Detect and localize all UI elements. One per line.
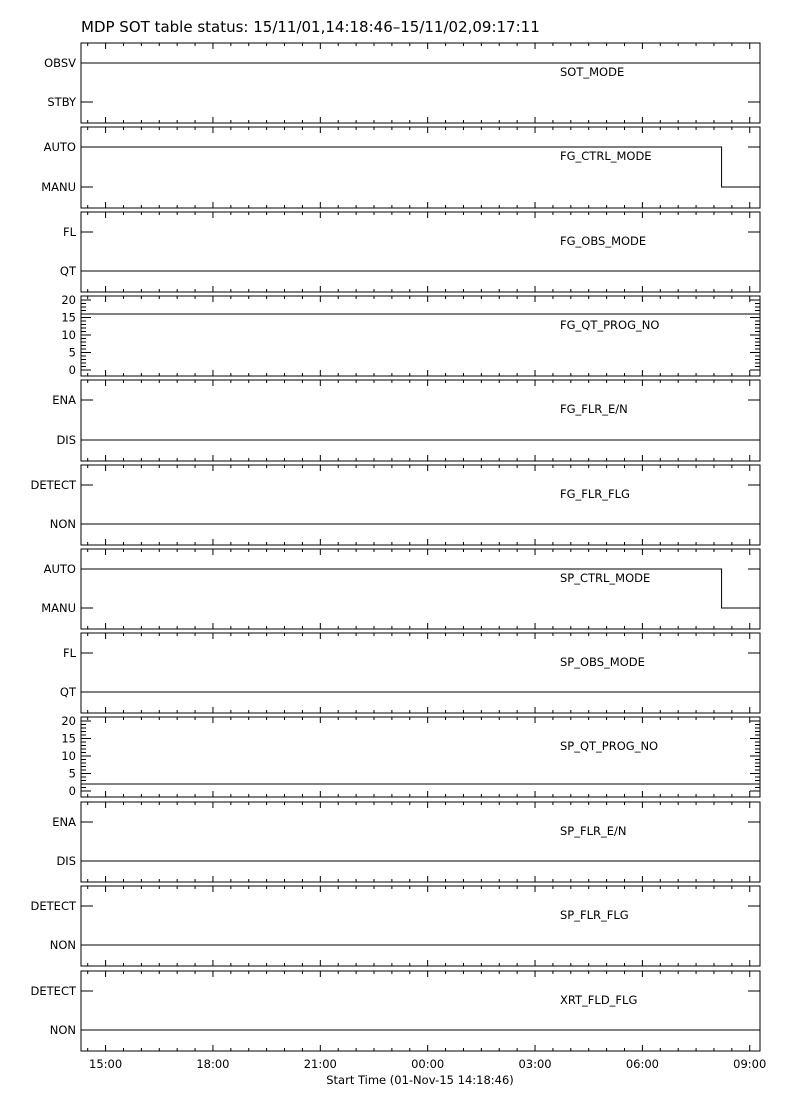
panel-label: XRT_FLD_FLG <box>560 993 638 1007</box>
y-tick-label: DETECT <box>30 984 76 998</box>
series-line <box>81 147 760 187</box>
panel-frame <box>81 296 760 376</box>
y-tick-label: ENA <box>52 815 76 829</box>
y-tick-label: 20 <box>61 293 76 307</box>
y-tick-label: AUTO <box>43 140 76 154</box>
y-tick-label: NON <box>49 1023 76 1037</box>
panel-frame <box>81 802 760 882</box>
chart-title: MDP SOT table status: 15/11/01,14:18:46–15/11/02,09:17:11 <box>81 18 540 36</box>
y-tick-label: 5 <box>68 766 76 781</box>
panel-label: SP_FLR_E/N <box>560 824 627 838</box>
panel-sp-flr-e-n <box>52 802 760 882</box>
y-tick-label: 0 <box>68 363 76 377</box>
panel-fg-flr-e-n <box>52 380 760 461</box>
panel-fg-obs-mode <box>60 212 760 292</box>
panel-label: FG_OBS_MODE <box>560 234 647 248</box>
y-tick-label: 15 <box>61 310 76 325</box>
y-tick-label: STBY <box>47 95 76 109</box>
panel-fg-qt-prog-no <box>61 293 760 377</box>
panel-label: SOT_MODE <box>560 65 625 79</box>
panel-sp-obs-mode <box>60 633 760 713</box>
y-tick-label: FL <box>62 646 76 660</box>
panel-frame <box>81 465 760 545</box>
panel-label: SP_OBS_MODE <box>560 655 645 669</box>
y-tick-label: MANU <box>41 180 76 194</box>
panels <box>31 43 760 1051</box>
y-tick-label: DIS <box>56 854 76 868</box>
panel-frame <box>81 212 760 292</box>
panel-label: FG_FLR_E/N <box>560 402 628 416</box>
panel-label: FG_FLR_FLG <box>560 487 630 501</box>
x-tick-label: 18:00 <box>196 1057 230 1071</box>
y-tick-label: DETECT <box>30 478 76 492</box>
panel-label: SP_CTRL_MODE <box>560 571 651 585</box>
panel-sp-qt-prog-no <box>61 714 760 798</box>
y-tick-label: OBSV <box>44 56 76 70</box>
panel-frame <box>81 43 760 123</box>
y-tick-label: 15 <box>61 731 76 746</box>
y-tick-label: DIS <box>56 433 76 447</box>
x-tick-label: 21:00 <box>303 1057 337 1071</box>
y-tick-label: 0 <box>68 784 76 798</box>
panel-frame <box>81 971 760 1051</box>
y-tick-label: NON <box>49 517 76 531</box>
y-tick-label: FL <box>62 225 76 239</box>
panel-xrt-fld-flg <box>31 971 760 1051</box>
panel-fg-ctrl-mode <box>41 127 760 208</box>
y-tick-label: DETECT <box>30 899 76 913</box>
y-tick-label: 5 <box>68 345 76 360</box>
x-axis-label: Start Time (01-Nov-15 14:18:46) <box>326 1073 514 1087</box>
y-tick-label: 20 <box>61 714 76 728</box>
panel-label: SP_QT_PROG_NO <box>560 739 659 753</box>
x-axis <box>89 1057 766 1071</box>
panel-frame <box>81 717 760 797</box>
panel-sot-mode <box>44 43 760 123</box>
panel-label: SP_FLR_FLG <box>560 908 629 922</box>
x-tick-label: 06:00 <box>625 1057 659 1071</box>
x-tick-label: 03:00 <box>518 1057 552 1071</box>
y-tick-label: MANU <box>41 601 76 615</box>
panel-fg-flr-flg <box>31 465 760 545</box>
x-tick-label: 15:00 <box>89 1057 123 1071</box>
panel-frame <box>81 886 760 966</box>
panel-label: FG_CTRL_MODE <box>560 149 652 163</box>
y-tick-label: ENA <box>52 393 76 407</box>
y-tick-label: 10 <box>61 749 76 763</box>
panel-sp-flr-flg <box>31 886 760 966</box>
x-tick-label: 09:00 <box>733 1057 767 1071</box>
x-tick-label: 00:00 <box>411 1057 445 1071</box>
y-tick-label: 10 <box>61 328 76 342</box>
y-tick-label: QT <box>59 685 76 699</box>
series-line <box>81 569 760 608</box>
y-tick-label: AUTO <box>43 562 76 576</box>
panel-frame <box>81 633 760 713</box>
panel-frame <box>81 380 760 461</box>
panel-label: FG_QT_PROG_NO <box>560 318 660 332</box>
panel-sp-ctrl-mode <box>41 549 760 629</box>
y-tick-label: NON <box>49 938 76 952</box>
y-tick-label: QT <box>59 264 76 278</box>
panel-frame <box>81 549 760 629</box>
panel-frame <box>81 127 760 208</box>
